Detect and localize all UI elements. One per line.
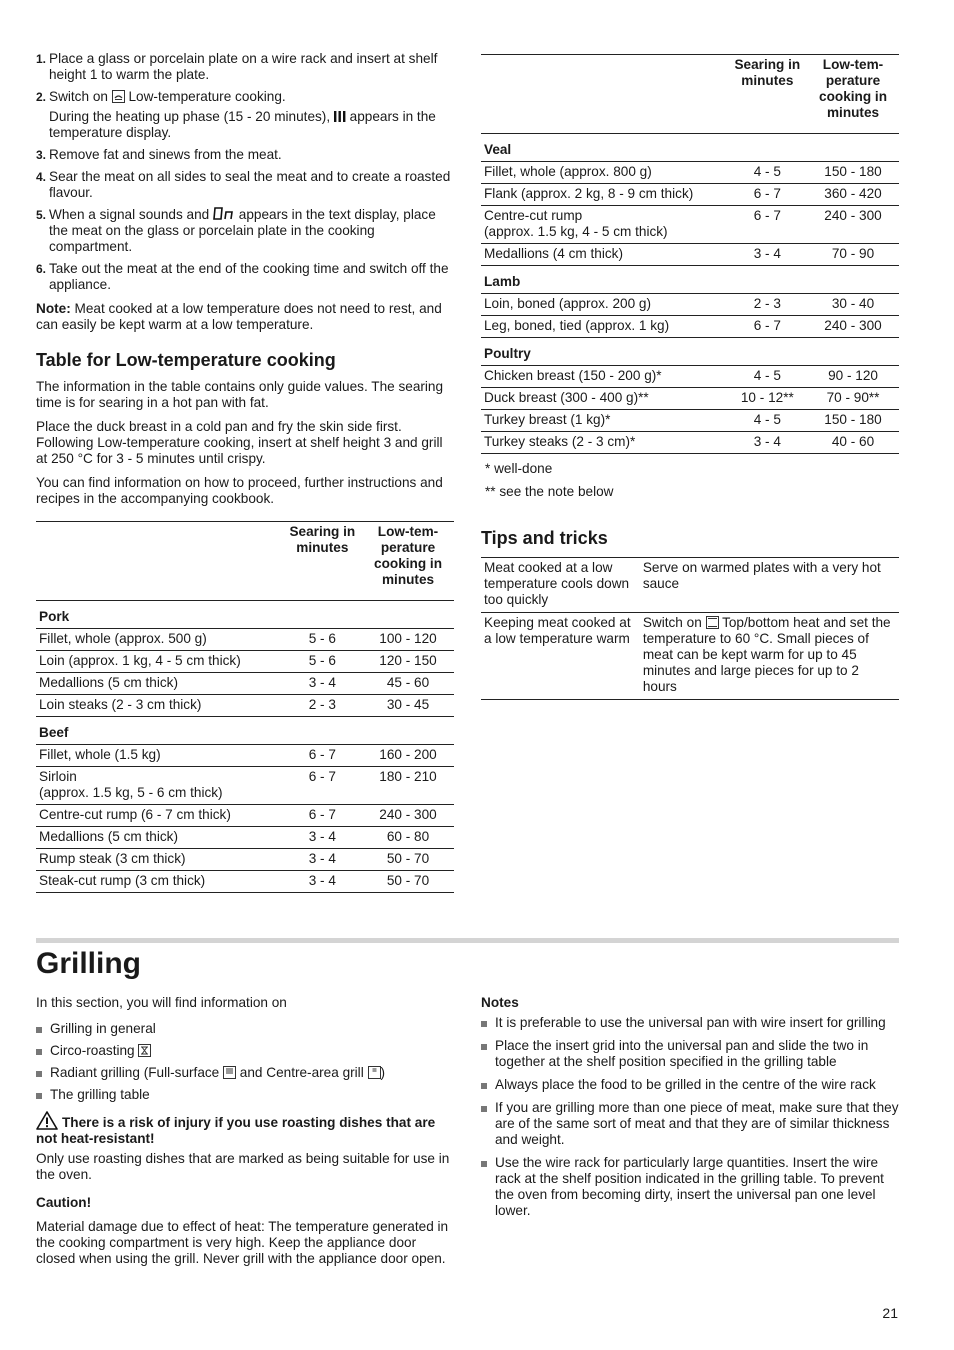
searing-cell: 5 - 6 — [283, 629, 362, 651]
notes-list — [481, 1015, 899, 1219]
item-cell: Flank (approx. 2 kg, 8 - 9 cm thick) — [481, 184, 728, 206]
searing-cell: 3 - 4 — [283, 849, 362, 871]
item-cell: Centre-cut rump (6 - 7 cm thick) — [36, 805, 283, 827]
cooking-cell: 150 - 180 — [807, 410, 899, 432]
footnote-well-done: * well-done — [485, 461, 553, 476]
table-row — [36, 805, 454, 827]
step-1: 1. Place a glass or porcelain plate on a wire rack and insert at shelf height 1 to warm the plate. — [36, 51, 438, 82]
item-cell: Medallions (4 cm thick) — [481, 244, 728, 266]
tip-remedy: Serve on warmed plates with a very hot sauce — [640, 558, 899, 613]
item-cell: Duck breast (300 - 400 g)** — [481, 388, 728, 410]
step-4: 4. Sear the meat on all sides to seal the meat and to create a roasted flavour. — [36, 169, 451, 200]
warning-text: Only use roasting dishes that are marked as being suitable for use in the oven. — [36, 1151, 450, 1182]
item-cell: Rump steak (3 cm thick) — [36, 849, 283, 871]
footnote-see-note: ** see the note below — [485, 484, 614, 499]
note: Note: Meat cooked at a low temperature does not need to rest, and can easily be kept warm at a low temperature. — [36, 301, 442, 332]
heating-bars-icon — [334, 111, 346, 122]
list-item: It is preferable to use the universal pan with wire insert for grilling — [481, 1015, 899, 1031]
grilling-intro: In this section, you will find information on — [36, 995, 287, 1010]
grilling-topics — [36, 1021, 454, 1103]
table-row — [481, 244, 899, 266]
step-5: 5. When a signal sounds and appears in the text display, place the meat on the glass or porcelain plate in the cooking compartment. — [36, 207, 436, 254]
item-cell: Steak-cut rump (3 cm thick) — [36, 871, 283, 893]
searing-cell: 6 - 7 — [283, 767, 362, 805]
table-row — [481, 410, 899, 432]
cooking-cell: 150 - 180 — [807, 162, 899, 184]
footnotes — [485, 457, 899, 503]
searing-cell: 4 - 5 — [728, 366, 807, 388]
searing-cell: 4 - 5 — [728, 410, 807, 432]
cooking-cell: 70 - 90** — [807, 388, 899, 410]
tips-table — [481, 557, 899, 700]
searing-cell: 2 - 3 — [283, 695, 362, 717]
table-intro-2: Place the duck breast in a cold pan and fry the skin side first. Following Low-temperature cooking, insert at shelf height 3 and grill at 250 °C for 3 - 5 minutes until crispy. — [36, 419, 443, 466]
searing-cell: 6 - 7 — [728, 206, 807, 244]
list-item: Grilling in general — [36, 1021, 454, 1037]
cooking-cell: 60 - 80 — [362, 827, 454, 849]
table-row — [36, 673, 454, 695]
table-row — [481, 162, 899, 184]
searing-cell: 3 - 4 — [728, 432, 807, 454]
notes-title: Notes — [481, 995, 519, 1010]
cooking-cell: 50 - 70 — [362, 871, 454, 893]
searing-cell: 3 - 4 — [283, 673, 362, 695]
table-section-title: Table for Low-temperature cooking — [36, 350, 336, 370]
tip-remedy: Switch on Top/bottom heat and set the temperature to 60 °C. Small pieces of meat can be kept warm for up to 45 minutes and large pieces for up to 2 hours — [640, 613, 899, 700]
searing-cell: 6 - 7 — [728, 184, 807, 206]
item-cell: Medallions (5 cm thick) — [36, 673, 283, 695]
item-cell: Turkey breast (1 kg)* — [481, 410, 728, 432]
list-item: Radiant grilling (Full-surface and Centre-area grill ) — [36, 1065, 454, 1081]
table-intro-1: The information in the table contains only guide values. The searing time is for searing in a hot pan with fat. — [36, 379, 444, 410]
item-cell: Medallions (5 cm thick) — [36, 827, 283, 849]
item-cell: Fillet, whole (approx. 800 g) — [481, 162, 728, 184]
table-row — [481, 184, 899, 206]
list-item: Use the wire rack for particularly large quantities. Insert the wire rack at the shelf position indicated in the grilling table. To prevent the oven from becoming dirty, insert the universal pan one level lower. — [481, 1155, 899, 1219]
item-cell: Leg, boned, tied (approx. 1 kg) — [481, 316, 728, 338]
group-name: Beef — [36, 717, 454, 745]
table-row — [36, 849, 454, 871]
item-cell: Sirloin (approx. 1.5 kg, 5 - 6 cm thick) — [36, 767, 283, 805]
right-column — [481, 54, 899, 700]
table-row — [36, 745, 454, 767]
searing-header: Searing in minutes — [283, 522, 362, 601]
caution-text: Material damage due to effect of heat: The temperature generated in the cooking compartment is very high. Keep the appliance door closed when using the grill. Never grill with the appliance door open. — [36, 1219, 449, 1266]
cooking-cell: 240 - 300 — [807, 206, 899, 244]
item-cell: Turkey steaks (2 - 3 cm)* — [481, 432, 728, 454]
cooking-cell: 240 - 300 — [362, 805, 454, 827]
grilling-right-column — [481, 995, 899, 1225]
group-row — [481, 338, 899, 366]
item-cell: Fillet, whole (1.5 kg) — [36, 745, 283, 767]
warning-title: There is a risk of injury if you use roasting dishes that are not heat-resistant! — [36, 1111, 454, 1147]
group-row — [481, 266, 899, 294]
table-row — [481, 388, 899, 410]
table-row — [481, 366, 899, 388]
full-surface-grill-icon — [223, 1066, 236, 1079]
searing-cell: 6 - 7 — [728, 316, 807, 338]
grilling-title: Grilling — [36, 947, 141, 980]
group-row — [481, 134, 899, 162]
cooking-cell: 30 - 45 — [362, 695, 454, 717]
warning-triangle-icon — [36, 1111, 58, 1130]
caution-title: Caution! — [36, 1195, 92, 1210]
searing-cell: 10 - 12** — [728, 388, 807, 410]
searing-cell: 3 - 4 — [283, 871, 362, 893]
searing-cell: 5 - 6 — [283, 651, 362, 673]
table-row — [481, 294, 899, 316]
table-row — [36, 767, 454, 805]
table-row — [481, 206, 899, 244]
tips-row — [481, 558, 899, 613]
table-row — [481, 432, 899, 454]
cooking-cell: 100 - 120 — [362, 629, 454, 651]
searing-cell: 6 - 7 — [283, 805, 362, 827]
list-item: The grilling table — [36, 1087, 454, 1103]
tip-problem: Meat cooked at a low temperature cools down too quickly — [481, 558, 640, 613]
cooking-table-right — [481, 54, 899, 454]
instruction-steps — [36, 51, 454, 293]
item-cell: Loin (approx. 1 kg, 4 - 5 cm thick) — [36, 651, 283, 673]
group-row — [36, 601, 454, 629]
cooking-cell: 40 - 60 — [807, 432, 899, 454]
item-cell: Fillet, whole (approx. 500 g) — [36, 629, 283, 651]
step-6: 6. Take out the meat at the end of the cooking time and switch off the appliance. — [36, 261, 449, 292]
tips-row — [481, 613, 899, 700]
group-row — [36, 717, 454, 745]
searing-cell: 6 - 7 — [283, 745, 362, 767]
item-cell: Loin, boned (approx. 200 g) — [481, 294, 728, 316]
cooking-cell: 160 - 200 — [362, 745, 454, 767]
page-number: 21 — [882, 1305, 898, 1321]
top-bottom-heat-icon — [706, 616, 719, 629]
searing-header: Searing in minutes — [728, 55, 807, 134]
searing-cell: 3 - 4 — [283, 827, 362, 849]
searing-cell: 4 - 5 — [728, 162, 807, 184]
group-name: Lamb — [481, 266, 899, 294]
group-name: Poultry — [481, 338, 899, 366]
cooking-cell: 360 - 420 — [807, 184, 899, 206]
cooking-cell: 180 - 210 — [362, 767, 454, 805]
table-row — [36, 695, 454, 717]
table-row — [36, 871, 454, 893]
list-item: Always place the food to be grilled in the centre of the wire rack — [481, 1077, 899, 1093]
table-row — [36, 629, 454, 651]
tips-title: Tips and tricks — [481, 528, 608, 548]
low-temp-header: Low-tem- perature cooking in minutes — [362, 522, 454, 601]
section-divider — [36, 938, 899, 943]
low-temp-header: Low-tem- perature cooking in minutes — [807, 55, 899, 134]
searing-cell: 2 - 3 — [728, 294, 807, 316]
cooking-cell: 30 - 40 — [807, 294, 899, 316]
table-row — [36, 827, 454, 849]
table-row — [36, 651, 454, 673]
on-display-icon — [213, 207, 235, 220]
table-intro-3: You can find information on how to proceed, further instructions and recipes in the accompanying cookbook. — [36, 475, 443, 506]
list-item: Place the insert grid into the universal pan and slide the two in together at the shelf position specified in the grilling table — [481, 1038, 899, 1070]
step-2: 2. Switch on Low-temperature cooking. During the heating up phase (15 - 20 minutes), appears in the temperature display. — [36, 89, 436, 140]
cooking-cell: 70 - 90 — [807, 244, 899, 266]
table-row — [481, 316, 899, 338]
centre-area-grill-icon — [368, 1066, 381, 1079]
cooking-cell: 90 - 120 — [807, 366, 899, 388]
low-temperature-icon — [112, 90, 125, 103]
grilling-left-column — [36, 995, 454, 1275]
cooking-cell: 45 - 60 — [362, 673, 454, 695]
cooking-cell: 120 - 150 — [362, 651, 454, 673]
cooking-cell: 50 - 70 — [362, 849, 454, 871]
list-item: If you are grilling more than one piece of meat, make sure that they are of the same sort of meat and that they are of similar thickness and weight. — [481, 1100, 899, 1148]
tip-problem: Keeping meat cooked at a low temperature warm — [481, 613, 640, 700]
left-column — [36, 51, 454, 893]
list-item: Circo-roasting — [36, 1043, 454, 1059]
warning-block — [36, 1111, 454, 1183]
group-name: Pork — [36, 601, 454, 629]
searing-cell: 3 - 4 — [728, 244, 807, 266]
item-cell: Centre-cut rump (approx. 1.5 kg, 4 - 5 cm thick) — [481, 206, 728, 244]
cooking-table-left — [36, 521, 454, 893]
group-name: Veal — [481, 134, 899, 162]
circo-roasting-icon — [138, 1044, 151, 1057]
step-3: 3. Remove fat and sinews from the meat. — [36, 147, 282, 162]
item-cell: Loin steaks (2 - 3 cm thick) — [36, 695, 283, 717]
item-cell: Chicken breast (150 - 200 g)* — [481, 366, 728, 388]
cooking-cell: 240 - 300 — [807, 316, 899, 338]
